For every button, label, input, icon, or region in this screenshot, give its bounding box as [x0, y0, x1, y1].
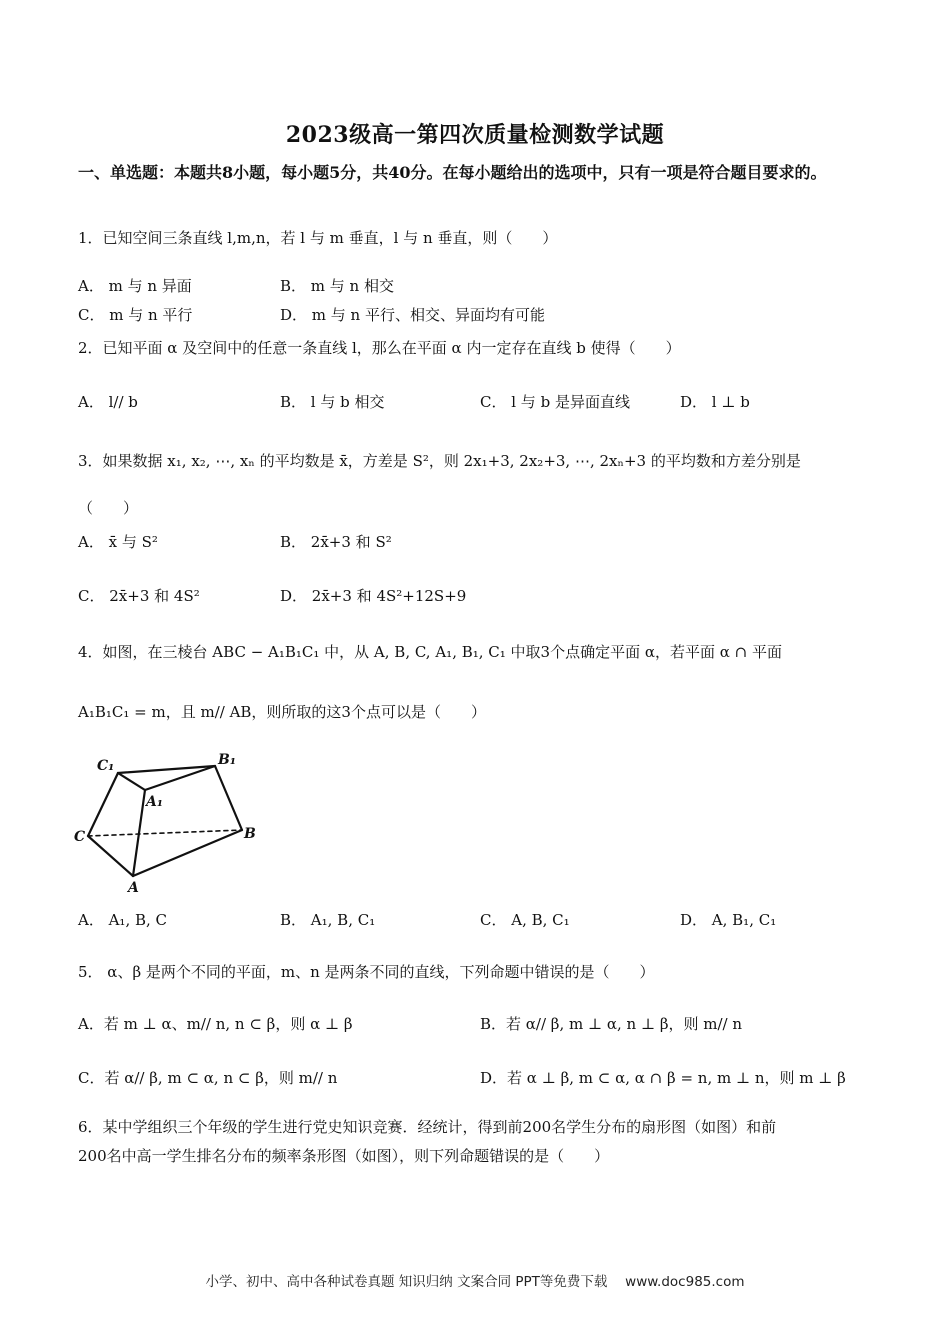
label-a: A — [128, 880, 139, 893]
question-6-stem: 6．某中学组织三个年级的学生进行党史知识竞赛．经统计，得到前200名学生分布的扇形图（如图）和前 — [78, 1118, 777, 1136]
question-2-option-a: A． l// b — [78, 393, 138, 411]
question-4-option-c: C． A, B, C₁ — [480, 911, 570, 929]
question-3-stem-cont: （ ） — [78, 499, 139, 517]
question-3-option-b: B． 2x̄+3 和 S² — [280, 533, 392, 551]
question-4-option-d: D． A, B₁, C₁ — [680, 911, 777, 929]
question-2-option-b: B． l 与 b 相交 — [280, 393, 385, 411]
frustum-figure — [70, 748, 270, 893]
label-b1: B₁ — [218, 752, 236, 768]
question-1-option-b: B． m 与 n 相交 — [280, 277, 394, 295]
question-5-stem: 5． α、β 是两个不同的平面，m、n 是两条不同的直线，下列命题中错误的是（ ） — [78, 963, 655, 981]
question-1-option-c: C． m 与 n 平行 — [78, 306, 193, 324]
question-6-stem-cont: 200名中高一学生排名分布的频率条形图（如图），则下列命题错误的是（ ） — [78, 1147, 610, 1165]
question-4-option-b: B． A₁, B, C₁ — [280, 911, 376, 929]
question-2-option-d: D． l ⊥ b — [680, 393, 750, 411]
question-4-stem: 4．如图，在三棱台 ABC − A₁B₁C₁ 中，从 A, B, C, A₁, B₁, C₁ 中取3个点确定平面 α，若平面 α ∩ 平面 — [78, 643, 782, 661]
question-5-option-a: A．若 m ⊥ α、m// n, n ⊂ β，则 α ⊥ β — [78, 1015, 353, 1033]
question-5-option-d: D．若 α ⊥ β, m ⊂ α, α ∩ β = n, m ⊥ n，则 m ⊥ β — [480, 1069, 846, 1087]
label-c: C — [74, 829, 86, 845]
question-5-option-c: C．若 α// β, m ⊂ α, n ⊂ β，则 m// n — [78, 1069, 338, 1087]
label-c1: C₁ — [97, 758, 115, 774]
question-4-stem-cont: A₁B₁C₁ = m，且 m// AB，则所取的这3个点可以是（ ） — [78, 703, 486, 721]
question-3-option-d: D． 2x̄+3 和 4S²+12S+9 — [280, 587, 467, 605]
question-5-option-b: B．若 α// β, m ⊥ α, n ⊥ β，则 m// n — [480, 1015, 743, 1033]
question-1-option-d: D． m 与 n 平行、相交、异面均有可能 — [280, 306, 545, 324]
question-2-stem: 2．已知平面 α 及空间中的任意一条直线 l，那么在平面 α 内一定存在直线 b 使得（ ） — [78, 339, 681, 357]
question-1-stem: 1．已知空间三条直线 l,m,n，若 l 与 m 垂直，l 与 n 垂直，则（ ） — [78, 229, 558, 247]
label-b: B — [244, 826, 256, 842]
question-3-option-a: A． x̄ 与 S² — [78, 533, 158, 551]
question-3-stem: 3．如果数据 x₁, x₂, ⋯, xₙ 的平均数是 x̄，方差是 S²，则 2x₁+3, 2x₂+3, ⋯, 2xₙ+3 的平均数和方差分别是 — [78, 452, 801, 470]
page-title: 2023级高一第四次质量检测数学试题 — [285, 122, 665, 148]
question-4-option-a: A． A₁, B, C — [78, 911, 168, 929]
question-1-option-a: A． m 与 n 异面 — [78, 277, 192, 295]
page-footer: 小学、初中、高中各种试卷真题 知识归纳 文案合同 PPT等免费下载 www.doc985.com — [205, 1274, 745, 1290]
label-a1: A₁ — [146, 794, 163, 810]
section-heading: 一、单选题：本题共8小题，每小题5分，共40分。在每小题给出的选项中，只有一项是符合题目要求的。 — [78, 163, 827, 182]
question-2-option-c: C． l 与 b 是异面直线 — [480, 393, 630, 411]
question-3-option-c: C． 2x̄+3 和 4S² — [78, 587, 200, 605]
